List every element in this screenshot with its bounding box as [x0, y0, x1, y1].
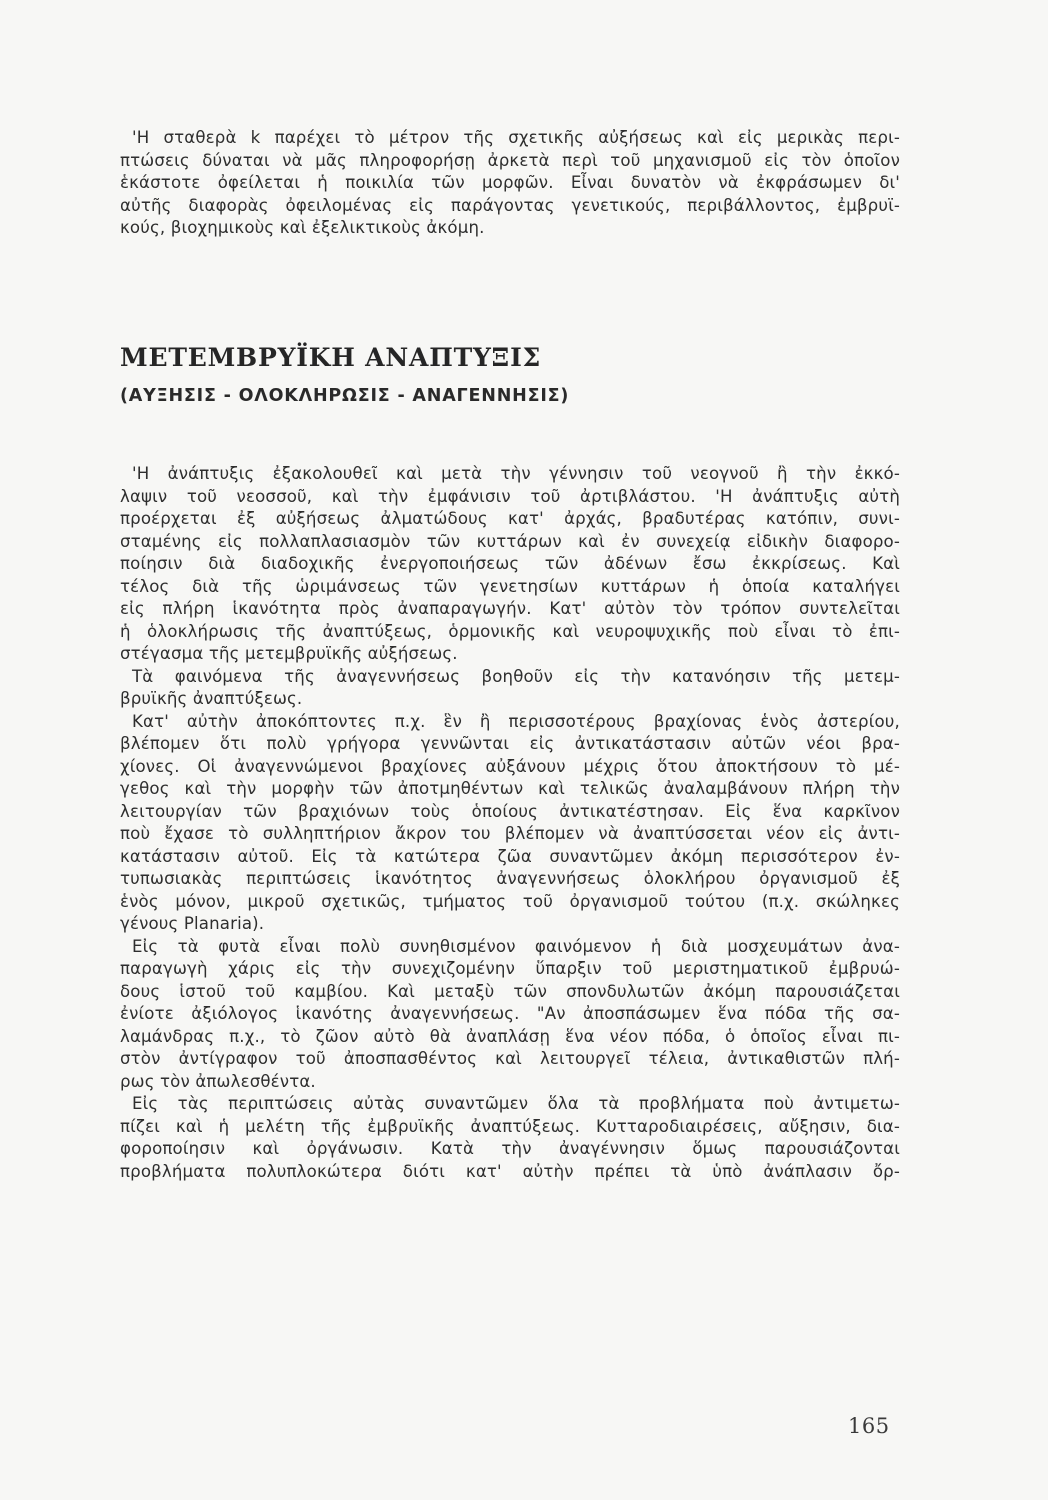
section-subtitle: (ΑΥΞΗΣΙΣ - ΟΛΟΚΛΗΡΩΣΙΣ - ΑΝΑΓΕΝΝΗΣΙΣ) [120, 386, 570, 406]
text-line: εἰς πλήρη ἱκανότητα πρὸς ἀναπαραγωγήν. Κατ' αὐτὸν τὸν τρόπον συντελεῖται [120, 599, 900, 618]
text-line: λαψιν τοῦ νεοσσοῦ, καὶ τὴν ἐμφάνισιν τοῦ ἀρτιβλάστου. 'Η ἀνάπτυξις αὐτὴ [120, 486, 900, 506]
text-line: προέρχεται ἐξ αὐξήσεως ἀλματώδους κατ' ἀρχάς, βραδυτέρας κατόπιν, συνι- [120, 509, 900, 528]
text-line: ποίησιν διὰ διαδοχικῆς ἐνεργοποιήσεως τῶν ἀδένων ἔσω ἐκκρίσεως. Καὶ [120, 554, 900, 573]
text-line: χίονες. Οἱ ἀναγεννώμενοι βραχίονες αὐξάνουν μέχρις ὅτου ἀποκτήσουν τὸ μέ- [120, 756, 900, 776]
text-line: γένους Planaria). [120, 914, 265, 933]
text-line: τυπωσιακὰς περιπτώσεις ἱκανότητος ἀναγεννήσεως ὁλοκλήρου ὀργανισμοῦ ἐξ [120, 869, 900, 888]
intro-paragraph [120, 127, 900, 240]
text-line: αὐτῆς διαφορὰς ὀφειλομένας εἰς παράγοντας γενετικούς, περιβάλλοντος, ἐμβρυϊ- [120, 195, 900, 215]
section-title: ΜΕΤΕΜΒΡΥΪΚΗ ΑΝΑΠΤΥΞΙΣ [120, 343, 542, 372]
body-text [120, 463, 900, 1183]
text-line: Εἰς τὰς περιπτώσεις αὐτὰς συναντῶμεν ὅλα τὰ προβλήματα ποὺ ἀντιμετω- [132, 1094, 900, 1113]
text-line: προβλήματα πολυπλοκώτερα διότι κατ' αὐτὴν πρέπει τὰ ὑπὸ ἀνάπλασιν ὄρ- [120, 1161, 900, 1181]
text-line: βρυϊκῆς ἀναπτύξεως. [120, 689, 303, 708]
text-line: ἡ ὁλοκλήρωσις τῆς ἀναπτύξεως, ὁρμονικῆς καὶ νευροψυχικῆς ποὺ εἶναι τὸ ἐπι- [120, 621, 900, 641]
text-line: κατάστασιν αὐτοῦ. Εἰς τὰ κατώτερα ζῶα συναντῶμεν ἀκόμη περισσότερον ἐν- [120, 846, 900, 866]
text-line: λειτουργίαν τῶν βραχιόνων τοὺς ὁποίους ἀντικατέστησαν. Εἰς ἕνα καρκῖνον [120, 801, 900, 821]
text-line: στέγασμα τῆς μετεμβρυϊκῆς αὐξήσεως. [120, 644, 458, 663]
text-line: βλέπομεν ὅτι πολὺ γρήγορα γεννῶνται εἰς ἀντικατάστασιν αὐτῶν νέοι βρα- [120, 734, 900, 753]
text-line: 'Η ἀνάπτυξις ἐξακολουθεῖ καὶ μετὰ τὴν γέννησιν τοῦ νεογνοῦ ἢ τὴν ἐκκό- [132, 464, 900, 483]
text-line: φοροποίησιν καὶ ὀργάνωσιν. Κατὰ τὴν ἀναγέννησιν ὅμως παρουσιάζονται [120, 1139, 900, 1158]
text-line: ἑκάστοτε ὀφείλεται ἡ ποικιλία τῶν μορφῶν. Εἶναι δυνατὸν νὰ ἐκφράσωμεν δι' [120, 173, 900, 192]
text-line: στὸν ἀντίγραφον τοῦ ἀποσπασθέντος καὶ λειτουργεῖ τέλεια, ἀντικαθιστῶν πλή- [120, 1049, 900, 1068]
text-line: ρως τὸν ἀπωλεσθέντα. [120, 1071, 316, 1091]
text-line: κούς, βιοχημικοὺς καὶ ἐξελικτικοὺς ἀκόμη. [120, 218, 485, 237]
text-line: ἑνὸς μόνον, μικροῦ σχετικῶς, τμήματος τοῦ ὀργανισμοῦ τούτου (π.χ. σκώληκες [120, 891, 900, 911]
text-line: πίζει καὶ ἡ μελέτη τῆς ἐμβρυϊκῆς ἀναπτύξεως. Κυτταροδιαιρέσεις, αὔξησιν, δια- [120, 1116, 900, 1136]
text-line: Τὰ φαινόμενα τῆς ἀναγεννήσεως βοηθοῦν εἰς τὴν κατανόησιν τῆς μετεμ- [132, 666, 900, 686]
text-line: σταμένης εἰς πολλαπλασιασμὸν τῶν κυττάρων καὶ ἐν συνεχείᾳ εἰδικὴν διαφορο- [120, 531, 900, 551]
text-line: τέλος διὰ τῆς ὡριμάνσεως τῶν γενετησίων κυττάρων ἡ ὁποία καταλήγει [120, 576, 900, 596]
text-line: ποὺ ἔχασε τὸ συλληπτήριον ἄκρον του βλέπομεν νὰ ἀναπτύσσεται νέον εἰς ἀντι- [120, 824, 900, 843]
page-number: 165 [848, 1414, 890, 1438]
text-line: γεθος καὶ τὴν μορφὴν τῶν ἀποτμηθέντων καὶ τελικῶς ἀναλαμβάνουν πλήρη τὴν [120, 779, 900, 798]
text-line: ἐνίοτε ἀξιόλογος ἱκανότης ἀναγεννήσεως. "Αν ἀποσπάσωμεν ἕνα πόδα τῆς σα- [120, 1004, 900, 1023]
text-line: δους ἱστοῦ τοῦ καμβίου. Καὶ μεταξὺ τῶν σπονδυλωτῶν ἀκόμη παρουσιάζεται [120, 981, 900, 1001]
text-line: Κατ' αὐτὴν ἀποκόπτοντες π.χ. ἓν ἢ περισσοτέρους βραχίονας ἑνὸς ἀστερίου, [132, 711, 900, 731]
text-line: παραγωγὴ χάρις εἰς τὴν συνεχιζομένην ὕπαρξιν τοῦ μεριστηματικοῦ ἐμβρυώ- [120, 959, 900, 978]
text-line: Εἰς τὰ φυτὰ εἶναι πολὺ συνηθισμένον φαινόμενον ἡ διὰ μοσχευμάτων ἀνα- [132, 936, 900, 956]
text-line: 'Η σταθερὰ k παρέχει τὸ μέτρον τῆς σχετικῆς αὐξήσεως καὶ εἰς μερικὰς περι- [132, 128, 900, 147]
text-line: λαμάνδρας π.χ., τὸ ζῶον αὐτὸ θὰ ἀναπλάσῃ ἕνα νέον πόδα, ὁ ὁποῖος εἶναι πι- [120, 1026, 900, 1046]
text-line: πτώσεις δύναται νὰ μᾶς πληροφορήσῃ ἀρκετὰ περὶ τοῦ μηχανισμοῦ εἰς τὸν ὁποῖον [120, 150, 900, 170]
